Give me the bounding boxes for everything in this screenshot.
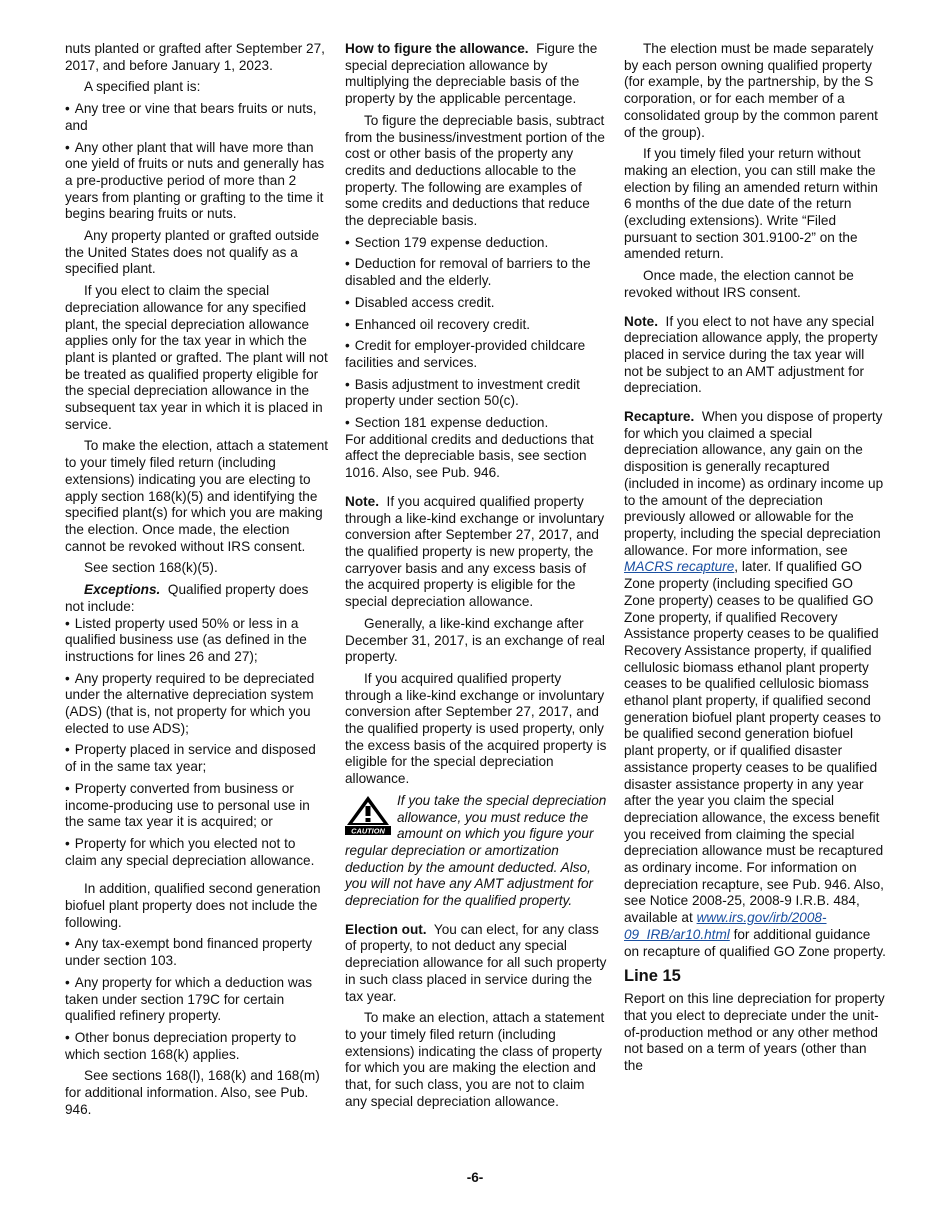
line-15-heading: Line 15: [624, 967, 681, 986]
caution-label: CAUTION: [351, 826, 385, 835]
bullet-item: • Section 181 expense deduction.: [345, 415, 607, 432]
bullet-item: • Deduction for removal of barriers to the disabled and the elderly.: [345, 256, 607, 289]
paragraph: To make an election, attach a statement to your timely filed return (including extensions) indicating the class of property for which you are making the election and that, for such class, you are not to claim any special depreciation allowance.: [345, 1010, 605, 1109]
note-paragraph: [345, 494, 607, 611]
caution-box: [345, 793, 607, 910]
bullet-item: • Disabled access credit.: [345, 295, 607, 312]
recapture-paragraph: [624, 409, 886, 960]
column-right: [624, 41, 886, 1080]
how-to-figure-text: Figure the special depreciation allowance by multiplying the depreciable basis of the property by the applicable percentage.: [345, 41, 598, 107]
paragraph: Any property planted or grafted outside the United States does not qualify as a specified plant.: [65, 228, 320, 277]
paragraph: Once made, the election cannot be revoked without IRS consent.: [624, 268, 854, 300]
paragraph: For additional credits and deductions that affect the depreciable basis, see section 1016. Also, see Pub. 946.: [345, 431, 594, 481]
bullet-item: • Other bonus depreciation property to which section 168(k) applies.: [65, 1030, 329, 1063]
bullet-item: • Property converted from business or income-producing use to personal use in the same tax year it is acquired; or: [65, 781, 329, 831]
paragraph: To figure the depreciable basis, subtract from the business/investment portion of the cost or other basis of the property any credits and deductions allocable to the property. The following are examples of some credits and deductions that reduce the depreciable basis.: [345, 112, 605, 229]
note-text: If you elect to not have any special depreciation allowance apply, the property placed in service during the tax year will not be subject to an AMT adjustment for depreciation.: [624, 313, 878, 396]
paragraph: If you timely filed your return without making an election, you can still make the election by filing an amended return within 6 months of the due date of the return (excluding extensions). Write “Filed pursuant to section 301.9100-2” on the amended return.: [624, 146, 878, 262]
caution-icon: [345, 795, 391, 835]
paragraph: To make the election, attach a statement to your timely filed return (including extensions) indicating you are electing to apply section 168(k)(5) and identifying the specified plant(s) for which you are making the election. Once made, the election cannot be revoked without IRS consent.: [65, 438, 329, 554]
page-number: -6-: [466, 1170, 484, 1185]
bullet-item: • Enhanced oil recovery credit.: [345, 317, 607, 334]
how-to-figure-paragraph: [345, 41, 607, 108]
recapture-text-2: , later. If qualified GO Zone property (including specified GO Zone property) ceases to be qualified GO Zone property, if qualified Recovery Assistance property ceases to be qualified Recovery Assistance property, if qualified cellulosic biomass ethanol plant property ceases to be qualified cellulosic biomass ethanol plant property, if qualified second generation biofuel plant property ceases to be qualified second generation biofuel plant property, or if qualified disaster assistance property ceases to be qualified disaster assistance property in any year after the year you claim the special depreciation allowance, the excess benefit you received from claiming the special depreciation allowance must be recaptured as ordinary income. For information on depreciation recapture, see Pub. 946. Also, see Notice 2008-25, 2008-9 I.R.B. 484, available at: [624, 559, 884, 926]
paragraph: Report on this line depreciation for property that you elect to depreciate under the unit-of-production method or any other method not based on a term of years (other than the: [624, 991, 885, 1074]
bullet-item: • Any property required to be depreciated under the alternative depreciation system (ADS) (that is, not property for which you elected to use ADS);: [65, 671, 329, 738]
irs-notice-link[interactable]: www.irs.gov/irb/2008-09_IRB/ar10.html: [624, 910, 827, 942]
caution-text: If you take the special depreciation allowance, you must reduce the amount on which you figure your regular depreciation or amortization deduction by the amount deducted. Also, you will not have any AMT adjustment for depreciation for the qualified property.: [345, 792, 607, 909]
paragraph: In addition, qualified second generation biofuel plant property does not include the following.: [65, 881, 321, 930]
exceptions-text: Qualified property does not include:: [65, 582, 309, 614]
bullet-item: • Any property for which a deduction was taken under section 179C for certain qualified refinery property.: [65, 975, 329, 1025]
macrs-recapture-link[interactable]: MACRS recapture: [624, 559, 735, 575]
paragraph: If you acquired qualified property through a like-kind exchange or involuntary conversion after September 27, 2017, and the qualified property is used property, only the excess basis of the acquired property is eligible for the special depreciation allowance.: [345, 670, 607, 787]
election-out-paragraph: [345, 922, 607, 1006]
column-middle: [345, 41, 607, 1115]
note-text: If you acquired qualified property through a like-kind exchange or involuntary conversion after September 27, 2017, and the qualified property is new property, the carryover basis and any excess basis of the acquired property is eligible for the special depreciation allowance.: [345, 493, 605, 610]
recapture-text-3: for additional guidance on recapture of qualified GO Zone property.: [624, 926, 886, 959]
paragraph: A specified plant is:: [84, 79, 201, 95]
note-heading: Note.: [624, 313, 658, 329]
paragraph: See sections 168(l), 168(k) and 168(m) for additional information. Also, see Pub. 946.: [65, 1068, 320, 1117]
column-left: [65, 41, 329, 1123]
bullet-item: • Section 179 expense deduction.: [345, 235, 607, 252]
how-to-figure-heading: How to figure the allowance.: [345, 41, 529, 56]
election-out-heading: Election out.: [345, 921, 427, 937]
bullet-item: • Property for which you elected not to claim any special depreciation allowance.: [65, 836, 329, 869]
bullet-item: • Listed property used 50% or less in a qualified business use (as defined in the instructions for lines 26 and 27);: [65, 616, 329, 666]
bullet-item: • Any tree or vine that bears fruits or nuts, and: [65, 101, 329, 134]
paragraph: Generally, a like-kind exchange after December 31, 2017, is an exchange of real property.: [345, 615, 605, 665]
recapture-text: When you dispose of property for which you claimed a special depreciation allowance, any gain on the disposition is generally recaptured (included in income) as ordinary income up to the amount of the depreciation previously allowed or allowable for the property, including the special depreciation allowance. For more information, see: [624, 409, 884, 558]
recapture-heading: Recapture.: [624, 409, 695, 425]
note-heading: Note.: [345, 493, 379, 509]
note-paragraph: [624, 314, 886, 398]
bullet-item: • Any other plant that will have more than one yield of fruits or nuts and generally has a pre-productive period of more than 2 years from planting or grafting to the time it begins bearing fruits or nuts.: [65, 140, 329, 224]
exceptions-heading: Exceptions.: [84, 582, 161, 598]
exceptions-paragraph: [65, 582, 329, 615]
bullet-item: • Basis adjustment to investment credit property under section 50(c).: [345, 377, 607, 410]
paragraph: The election must be made separately by each person owning qualified property (for example, by the partnership, by the S corporation, or for each member of a consolidated group by the common parent of the group).: [624, 41, 878, 140]
bullet-item: • Any tax-exempt bond financed property under section 103.: [65, 936, 329, 969]
paragraph: If you elect to claim the special depreciation allowance for any specified plant, the special depreciation allowance applies only for the tax year in which the plant is planted or grafted. The plant will not be treated as qualified property eligible for the special depreciation allowance in the subsequent tax year in which it is placed in service.: [65, 283, 328, 432]
paragraph: See section 168(k)(5).: [84, 560, 218, 576]
bullet-item: • Credit for employer-provided childcare facilities and services.: [345, 338, 607, 371]
paragraph: nuts planted or grafted after September 27, 2017, and before January 1, 2023.: [65, 41, 325, 73]
bullet-item: • Property placed in service and disposed of in the same tax year;: [65, 742, 329, 775]
election-out-text: You can elect, for any class of property, to not deduct any special depreciation allowance for all such property in such class placed in service during the tax year.: [345, 921, 607, 1004]
